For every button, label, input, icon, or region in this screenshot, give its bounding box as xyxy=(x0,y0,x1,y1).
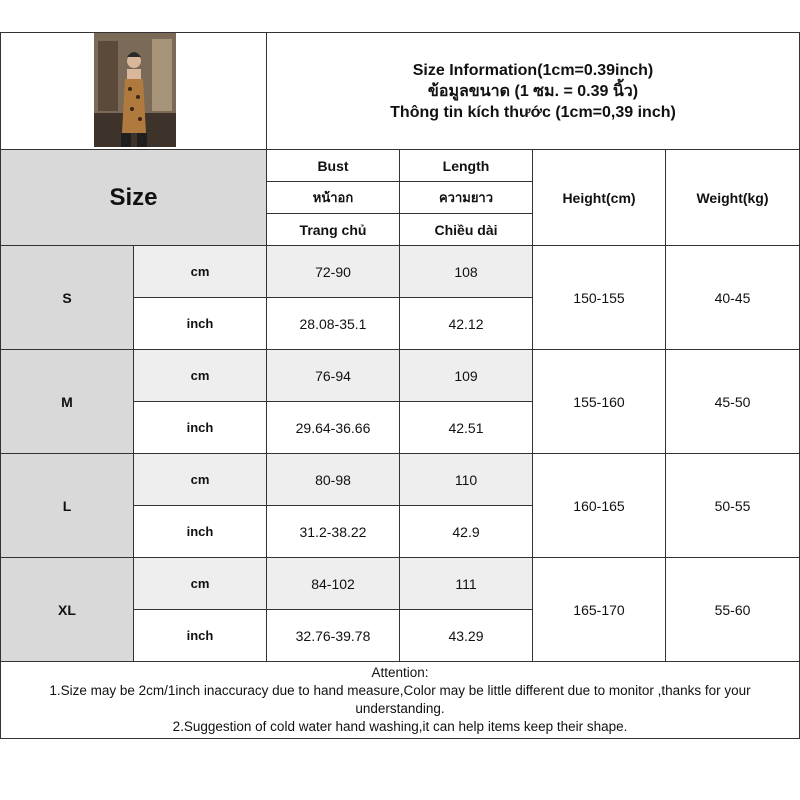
unit-inch-cell-text: inch xyxy=(186,420,214,435)
bust-label: Bust xyxy=(317,157,349,174)
unit-cm-cell xyxy=(133,557,267,610)
bust-cm-cell xyxy=(266,453,400,506)
attention-line-2: 2.Suggestion of cold water hand washing,it can help items keep their shape. xyxy=(172,719,628,734)
attention-text xyxy=(0,662,800,736)
bust-cm-cell xyxy=(266,349,400,402)
weight-cell-text: 50-55 xyxy=(714,497,751,514)
weight-cell xyxy=(665,557,800,662)
weight-header xyxy=(665,149,800,246)
length-inch-cell-text: 42.12 xyxy=(448,315,484,332)
bust-inch-cell-text: 31.2-38.22 xyxy=(299,523,367,540)
height-cell xyxy=(532,245,666,350)
bust-inch-cell xyxy=(266,609,400,662)
unit-cm-cell-text: cm xyxy=(190,472,210,487)
length-inch-cell xyxy=(399,609,533,662)
unit-cm-cell-text: cm xyxy=(190,264,210,279)
bust-cm-cell-text: 72-90 xyxy=(315,263,351,280)
bust-label-vi: Trang chủ xyxy=(299,221,367,238)
height-cell xyxy=(532,349,666,454)
bust-cm-cell-text: 84-102 xyxy=(311,575,355,592)
length-cm-cell-text: 109 xyxy=(454,367,478,384)
length-header-vi xyxy=(399,213,533,246)
length-header-en xyxy=(399,149,533,182)
length-label: Length xyxy=(442,157,490,174)
bust-inch-cell-text: 32.76-39.78 xyxy=(295,627,371,644)
length-inch-cell-text: 42.9 xyxy=(452,523,480,540)
weight-cell xyxy=(665,349,800,454)
unit-cm-cell-text: cm xyxy=(190,368,210,383)
bust-header-vi xyxy=(266,213,400,246)
weight-cell xyxy=(665,453,800,558)
bust-inch-cell xyxy=(266,505,400,558)
bust-inch-cell-text: 28.08-35.1 xyxy=(299,315,367,332)
length-cm-cell-text: 110 xyxy=(454,471,478,488)
size-cell-text: XL xyxy=(58,601,76,618)
length-cm-cell-text: 111 xyxy=(455,575,477,592)
bust-inch-cell xyxy=(266,401,400,454)
length-label-vi: Chiều dài xyxy=(434,221,498,238)
bust-header-en xyxy=(266,149,400,182)
size-cell xyxy=(0,453,134,558)
bust-inch-cell xyxy=(266,297,400,350)
height-header xyxy=(532,149,666,246)
length-inch-cell xyxy=(399,297,533,350)
height-label: Height(cm) xyxy=(562,189,636,206)
length-cm-cell xyxy=(399,245,533,298)
unit-cm-cell-text: cm xyxy=(190,576,210,591)
weight-cell xyxy=(665,245,800,350)
unit-inch-cell-text: inch xyxy=(186,524,214,539)
unit-inch-cell xyxy=(133,401,267,454)
unit-inch-cell xyxy=(133,505,267,558)
attention-heading: Attention: xyxy=(371,665,429,680)
bust-cm-cell xyxy=(266,557,400,610)
size-cell xyxy=(0,349,134,454)
unit-inch-cell xyxy=(133,297,267,350)
size-cell-text: M xyxy=(61,393,73,410)
weight-cell-text: 40-45 xyxy=(714,289,751,306)
unit-cm-cell xyxy=(133,453,267,506)
bust-cm-cell-text: 80-98 xyxy=(315,471,351,488)
title-block xyxy=(266,32,800,150)
size-cell-text: S xyxy=(62,289,72,306)
length-label-th: ความยาว xyxy=(438,190,494,205)
length-inch-cell xyxy=(399,401,533,454)
height-cell xyxy=(532,557,666,662)
unit-cm-cell xyxy=(133,349,267,402)
size-cell xyxy=(0,557,134,662)
bust-cm-cell xyxy=(266,245,400,298)
attention-line-1: 1.Size may be 2cm/1inch inaccuracy due to hand measure,Color may be little different due to monitor ,thanks for your understanding. xyxy=(49,683,751,716)
weight-cell-text: 55-60 xyxy=(714,601,751,618)
bust-cm-cell-text: 76-94 xyxy=(315,367,351,384)
length-cm-cell xyxy=(399,349,533,402)
bust-inch-cell-text: 29.64-36.66 xyxy=(295,419,371,436)
height-cell-text: 150-155 xyxy=(573,289,625,306)
length-header-th xyxy=(399,181,533,214)
length-cm-cell-text: 108 xyxy=(454,263,478,280)
size-cell-text: L xyxy=(62,497,72,514)
size-cell xyxy=(0,245,134,350)
unit-inch-cell-text: inch xyxy=(186,628,214,643)
unit-inch-cell-text: inch xyxy=(186,316,214,331)
bust-label-th: หน้าอก xyxy=(312,190,354,205)
length-inch-cell-text: 42.51 xyxy=(448,419,484,436)
length-inch-cell-text: 43.29 xyxy=(448,627,484,644)
title-th: ข้อมูลขนาด (1 ซม. = 0.39 นิ้ว) xyxy=(427,82,639,100)
weight-cell-text: 45-50 xyxy=(714,393,751,410)
length-cm-cell xyxy=(399,453,533,506)
height-cell-text: 165-170 xyxy=(573,601,625,618)
height-cell-text: 155-160 xyxy=(573,393,625,410)
height-cell-text: 160-165 xyxy=(573,497,625,514)
size-header xyxy=(0,149,267,246)
product-photo xyxy=(94,33,176,147)
weight-label: Weight(kg) xyxy=(696,189,769,206)
title-vi: Thông tin kích thước (1cm=0,39 inch) xyxy=(390,103,676,121)
height-cell xyxy=(532,453,666,558)
model-figure-icon xyxy=(94,33,176,147)
unit-inch-cell xyxy=(133,609,267,662)
length-cm-cell xyxy=(399,557,533,610)
unit-cm-cell xyxy=(133,245,267,298)
title-en: Size Information(1cm=0.39inch) xyxy=(412,61,654,79)
size-header-label: Size xyxy=(109,183,158,211)
length-inch-cell xyxy=(399,505,533,558)
bust-header-th xyxy=(266,181,400,214)
